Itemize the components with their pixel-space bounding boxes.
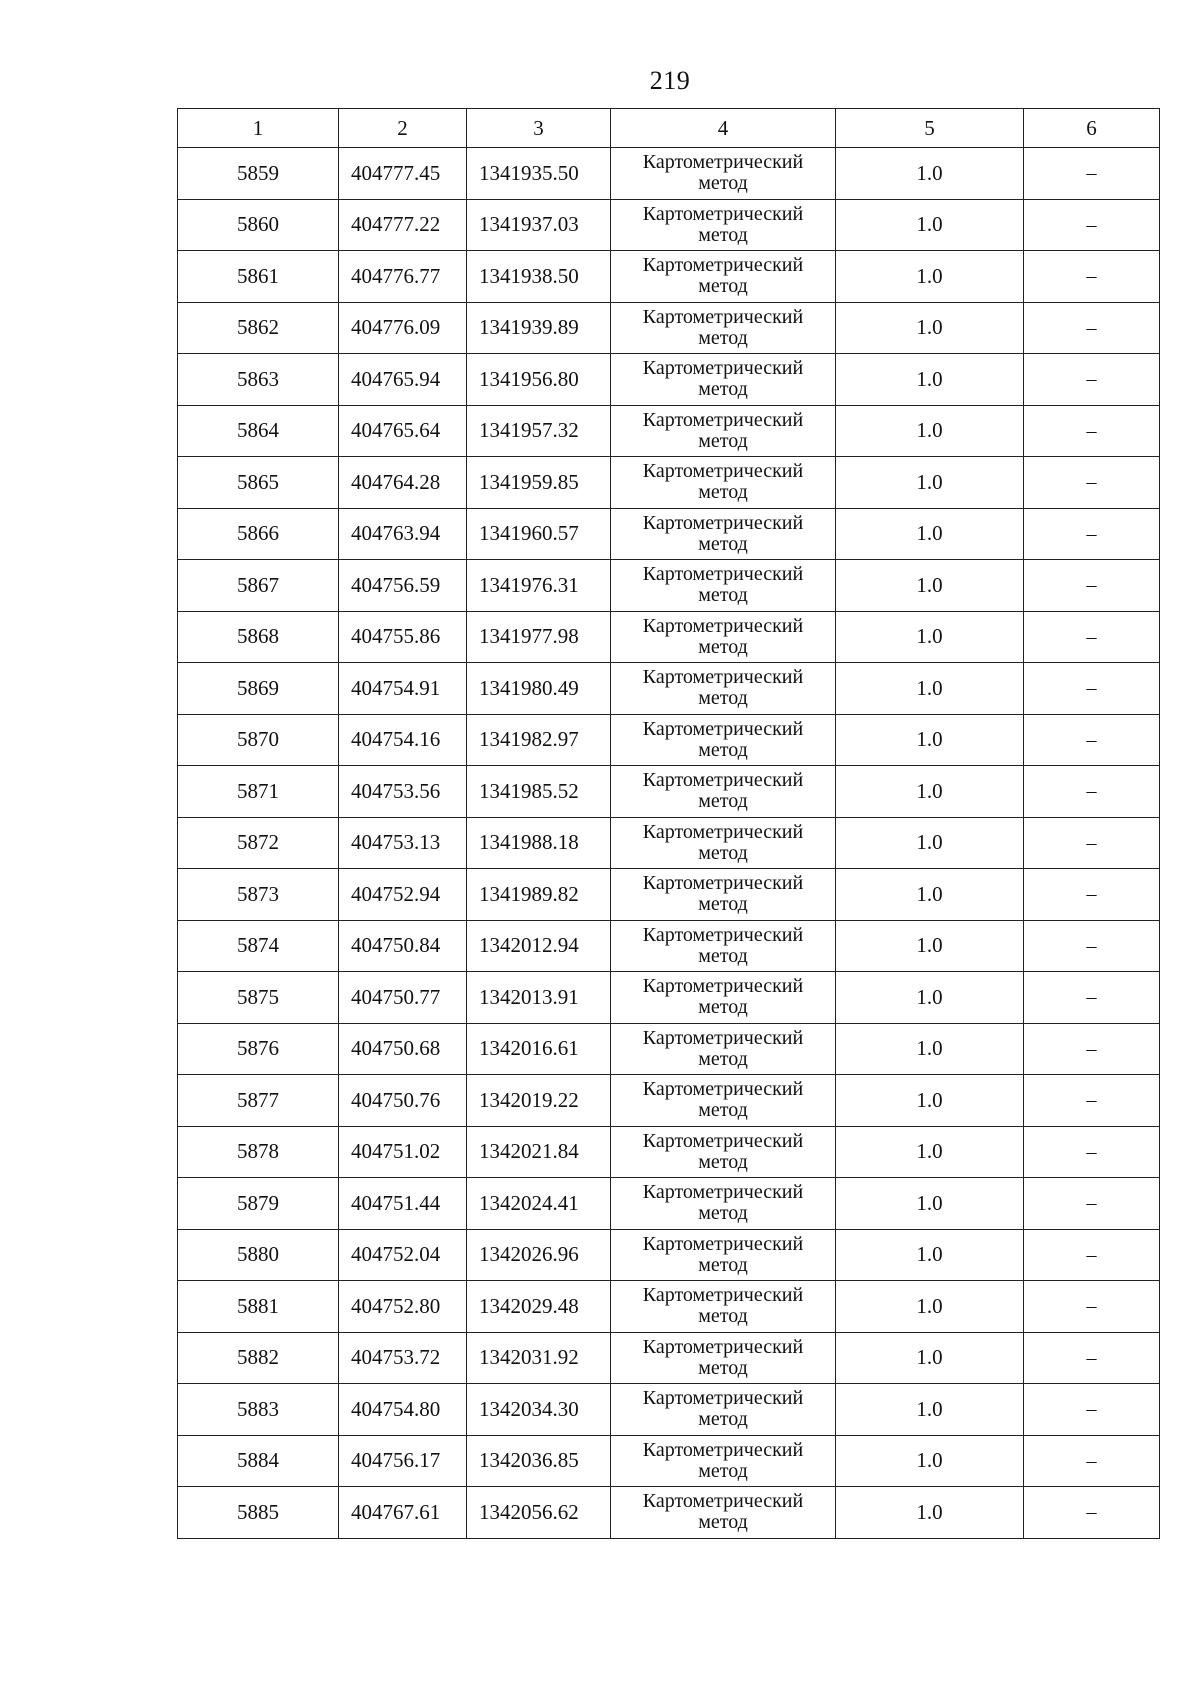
method-line-1: Картометрический bbox=[642, 923, 804, 946]
method-line-2: метод bbox=[698, 893, 748, 916]
column-header: 2 bbox=[339, 109, 467, 148]
method-cell bbox=[611, 920, 836, 972]
table-row bbox=[178, 148, 1160, 200]
x-coordinate-cell: 404750.68 bbox=[339, 1023, 467, 1075]
y-coordinate-cell: 1342019.22 bbox=[467, 1075, 611, 1127]
y-coordinate-cell: 1341959.85 bbox=[467, 457, 611, 509]
note-cell: – bbox=[1024, 1384, 1160, 1436]
point-number-cell: 5874 bbox=[178, 920, 339, 972]
method-cell bbox=[611, 1281, 836, 1333]
y-coordinate-cell: 1342056.62 bbox=[467, 1487, 611, 1539]
accuracy-cell: 1.0 bbox=[836, 457, 1024, 509]
accuracy-cell: 1.0 bbox=[836, 1487, 1024, 1539]
table-row bbox=[178, 1023, 1160, 1075]
method-line-1: Картометрический bbox=[642, 769, 804, 792]
point-number-cell: 5863 bbox=[178, 354, 339, 406]
note-cell: – bbox=[1024, 1332, 1160, 1384]
method-line-2: метод bbox=[698, 1305, 748, 1328]
method-cell bbox=[611, 1384, 836, 1436]
method-cell bbox=[611, 199, 836, 251]
y-coordinate-cell: 1341976.31 bbox=[467, 560, 611, 612]
y-coordinate-cell: 1342024.41 bbox=[467, 1178, 611, 1230]
column-header: 5 bbox=[836, 109, 1024, 148]
note-cell: – bbox=[1024, 1023, 1160, 1075]
y-coordinate-cell: 1341980.49 bbox=[467, 663, 611, 715]
x-coordinate-cell: 404754.80 bbox=[339, 1384, 467, 1436]
method-line-1: Картометрический bbox=[642, 1490, 804, 1513]
table-body bbox=[178, 109, 1160, 1539]
x-coordinate-cell: 404750.84 bbox=[339, 920, 467, 972]
y-coordinate-cell: 1342031.92 bbox=[467, 1332, 611, 1384]
point-number-cell: 5872 bbox=[178, 817, 339, 869]
note-cell: – bbox=[1024, 251, 1160, 303]
method-line-1: Картометрический bbox=[642, 1026, 804, 1049]
point-number-cell: 5866 bbox=[178, 508, 339, 560]
method-line-2: метод bbox=[698, 1511, 748, 1534]
note-cell: – bbox=[1024, 302, 1160, 354]
table-row bbox=[178, 1178, 1160, 1230]
method-line-2: метод bbox=[698, 429, 748, 452]
method-line-1: Картометрический bbox=[642, 1078, 804, 1101]
point-number-cell: 5878 bbox=[178, 1126, 339, 1178]
x-coordinate-cell: 404776.09 bbox=[339, 302, 467, 354]
method-line-2: метод bbox=[698, 1099, 748, 1122]
accuracy-cell: 1.0 bbox=[836, 1075, 1024, 1127]
y-coordinate-cell: 1342012.94 bbox=[467, 920, 611, 972]
x-coordinate-cell: 404753.56 bbox=[339, 766, 467, 818]
note-cell: – bbox=[1024, 1487, 1160, 1539]
method-cell bbox=[611, 869, 836, 921]
x-coordinate-cell: 404752.80 bbox=[339, 1281, 467, 1333]
x-coordinate-cell: 404763.94 bbox=[339, 508, 467, 560]
coordinates-table-container bbox=[177, 108, 1159, 1539]
method-line-2: метод bbox=[698, 481, 748, 504]
table-header-row bbox=[178, 109, 1160, 148]
method-line-2: метод bbox=[698, 1408, 748, 1431]
note-cell: – bbox=[1024, 869, 1160, 921]
x-coordinate-cell: 404754.91 bbox=[339, 663, 467, 715]
method-line-1: Картометрический bbox=[642, 1387, 804, 1410]
method-cell bbox=[611, 1023, 836, 1075]
y-coordinate-cell: 1341988.18 bbox=[467, 817, 611, 869]
accuracy-cell: 1.0 bbox=[836, 560, 1024, 612]
note-cell: – bbox=[1024, 714, 1160, 766]
note-cell: – bbox=[1024, 1281, 1160, 1333]
method-cell bbox=[611, 148, 836, 200]
accuracy-cell: 1.0 bbox=[836, 405, 1024, 457]
point-number-cell: 5868 bbox=[178, 611, 339, 663]
y-coordinate-cell: 1341960.57 bbox=[467, 508, 611, 560]
table-row bbox=[178, 1487, 1160, 1539]
table-row bbox=[178, 1384, 1160, 1436]
point-number-cell: 5884 bbox=[178, 1435, 339, 1487]
table-row bbox=[178, 714, 1160, 766]
table-row bbox=[178, 405, 1160, 457]
note-cell: – bbox=[1024, 1126, 1160, 1178]
method-line-1: Картометрический bbox=[642, 614, 804, 637]
table-row bbox=[178, 1075, 1160, 1127]
x-coordinate-cell: 404751.02 bbox=[339, 1126, 467, 1178]
x-coordinate-cell: 404764.28 bbox=[339, 457, 467, 509]
method-line-1: Картометрический bbox=[642, 563, 804, 586]
x-coordinate-cell: 404750.76 bbox=[339, 1075, 467, 1127]
y-coordinate-cell: 1341938.50 bbox=[467, 251, 611, 303]
method-cell bbox=[611, 405, 836, 457]
accuracy-cell: 1.0 bbox=[836, 199, 1024, 251]
x-coordinate-cell: 404755.86 bbox=[339, 611, 467, 663]
point-number-cell: 5860 bbox=[178, 199, 339, 251]
y-coordinate-cell: 1342036.85 bbox=[467, 1435, 611, 1487]
point-number-cell: 5870 bbox=[178, 714, 339, 766]
note-cell: – bbox=[1024, 508, 1160, 560]
method-line-2: метод bbox=[698, 1150, 748, 1173]
column-header: 3 bbox=[467, 109, 611, 148]
point-number-cell: 5861 bbox=[178, 251, 339, 303]
y-coordinate-cell: 1341957.32 bbox=[467, 405, 611, 457]
accuracy-cell: 1.0 bbox=[836, 1126, 1024, 1178]
point-number-cell: 5880 bbox=[178, 1229, 339, 1281]
method-line-1: Картометрический bbox=[642, 1181, 804, 1204]
y-coordinate-cell: 1341939.89 bbox=[467, 302, 611, 354]
accuracy-cell: 1.0 bbox=[836, 1178, 1024, 1230]
y-coordinate-cell: 1341935.50 bbox=[467, 148, 611, 200]
method-cell bbox=[611, 817, 836, 869]
method-line-1: Картометрический bbox=[642, 1284, 804, 1307]
table-row bbox=[178, 920, 1160, 972]
x-coordinate-cell: 404767.61 bbox=[339, 1487, 467, 1539]
method-cell bbox=[611, 354, 836, 406]
coordinates-table bbox=[177, 108, 1160, 1539]
table-row bbox=[178, 508, 1160, 560]
point-number-cell: 5864 bbox=[178, 405, 339, 457]
method-cell bbox=[611, 1126, 836, 1178]
method-line-1: Картометрический bbox=[642, 202, 804, 225]
method-cell bbox=[611, 1332, 836, 1384]
table-row bbox=[178, 1435, 1160, 1487]
method-line-1: Картометрический bbox=[642, 151, 804, 174]
accuracy-cell: 1.0 bbox=[836, 354, 1024, 406]
y-coordinate-cell: 1342029.48 bbox=[467, 1281, 611, 1333]
note-cell: – bbox=[1024, 920, 1160, 972]
x-coordinate-cell: 404754.16 bbox=[339, 714, 467, 766]
accuracy-cell: 1.0 bbox=[836, 1281, 1024, 1333]
method-cell bbox=[611, 1178, 836, 1230]
x-coordinate-cell: 404777.45 bbox=[339, 148, 467, 200]
table-row bbox=[178, 560, 1160, 612]
note-cell: – bbox=[1024, 817, 1160, 869]
method-line-1: Картометрический bbox=[642, 717, 804, 740]
method-line-1: Картометрический bbox=[642, 1232, 804, 1255]
note-cell: – bbox=[1024, 405, 1160, 457]
method-line-1: Картометрический bbox=[642, 1438, 804, 1461]
method-line-1: Картометрический bbox=[642, 872, 804, 895]
x-coordinate-cell: 404756.17 bbox=[339, 1435, 467, 1487]
accuracy-cell: 1.0 bbox=[836, 663, 1024, 715]
point-number-cell: 5869 bbox=[178, 663, 339, 715]
method-line-2: метод bbox=[698, 223, 748, 246]
y-coordinate-cell: 1342026.96 bbox=[467, 1229, 611, 1281]
method-line-2: метод bbox=[698, 326, 748, 349]
method-cell bbox=[611, 457, 836, 509]
note-cell: – bbox=[1024, 766, 1160, 818]
point-number-cell: 5873 bbox=[178, 869, 339, 921]
method-line-2: метод bbox=[698, 944, 748, 967]
table-row bbox=[178, 817, 1160, 869]
column-header: 1 bbox=[178, 109, 339, 148]
point-number-cell: 5881 bbox=[178, 1281, 339, 1333]
method-line-2: метод bbox=[698, 584, 748, 607]
x-coordinate-cell: 404753.72 bbox=[339, 1332, 467, 1384]
accuracy-cell: 1.0 bbox=[836, 817, 1024, 869]
table-row bbox=[178, 869, 1160, 921]
method-line-1: Картометрический bbox=[642, 1335, 804, 1358]
table-row bbox=[178, 766, 1160, 818]
table-row bbox=[178, 302, 1160, 354]
method-line-2: метод bbox=[698, 996, 748, 1019]
x-coordinate-cell: 404765.64 bbox=[339, 405, 467, 457]
method-line-1: Картометрический bbox=[642, 975, 804, 998]
note-cell: – bbox=[1024, 199, 1160, 251]
method-line-1: Картометрический bbox=[642, 666, 804, 689]
method-cell bbox=[611, 972, 836, 1024]
y-coordinate-cell: 1341985.52 bbox=[467, 766, 611, 818]
note-cell: – bbox=[1024, 972, 1160, 1024]
point-number-cell: 5876 bbox=[178, 1023, 339, 1075]
method-line-1: Картометрический bbox=[642, 305, 804, 328]
accuracy-cell: 1.0 bbox=[836, 869, 1024, 921]
point-number-cell: 5883 bbox=[178, 1384, 339, 1436]
note-cell: – bbox=[1024, 1075, 1160, 1127]
method-line-2: метод bbox=[698, 1202, 748, 1225]
note-cell: – bbox=[1024, 148, 1160, 200]
note-cell: – bbox=[1024, 457, 1160, 509]
method-line-1: Картометрический bbox=[642, 408, 804, 431]
accuracy-cell: 1.0 bbox=[836, 148, 1024, 200]
x-coordinate-cell: 404751.44 bbox=[339, 1178, 467, 1230]
method-line-1: Картометрический bbox=[642, 820, 804, 843]
accuracy-cell: 1.0 bbox=[836, 972, 1024, 1024]
column-header: 6 bbox=[1024, 109, 1160, 148]
method-line-1: Картометрический bbox=[642, 511, 804, 534]
accuracy-cell: 1.0 bbox=[836, 1384, 1024, 1436]
table-row bbox=[178, 1281, 1160, 1333]
note-cell: – bbox=[1024, 1229, 1160, 1281]
accuracy-cell: 1.0 bbox=[836, 1435, 1024, 1487]
method-line-2: метод bbox=[698, 687, 748, 710]
table-row bbox=[178, 457, 1160, 509]
point-number-cell: 5877 bbox=[178, 1075, 339, 1127]
point-number-cell: 5859 bbox=[178, 148, 339, 200]
note-cell: – bbox=[1024, 1178, 1160, 1230]
method-cell bbox=[611, 302, 836, 354]
method-line-2: метод bbox=[698, 1253, 748, 1276]
method-line-2: метод bbox=[698, 738, 748, 761]
y-coordinate-cell: 1341982.97 bbox=[467, 714, 611, 766]
y-coordinate-cell: 1342034.30 bbox=[467, 1384, 611, 1436]
accuracy-cell: 1.0 bbox=[836, 302, 1024, 354]
method-line-1: Картометрический bbox=[642, 254, 804, 277]
x-coordinate-cell: 404765.94 bbox=[339, 354, 467, 406]
method-line-1: Картометрический bbox=[642, 460, 804, 483]
method-cell bbox=[611, 1487, 836, 1539]
y-coordinate-cell: 1341956.80 bbox=[467, 354, 611, 406]
method-line-2: метод bbox=[698, 635, 748, 658]
method-cell bbox=[611, 714, 836, 766]
point-number-cell: 5867 bbox=[178, 560, 339, 612]
method-line-2: метод bbox=[698, 378, 748, 401]
method-line-2: метод bbox=[698, 790, 748, 813]
accuracy-cell: 1.0 bbox=[836, 1023, 1024, 1075]
x-coordinate-cell: 404752.94 bbox=[339, 869, 467, 921]
y-coordinate-cell: 1341977.98 bbox=[467, 611, 611, 663]
table-row bbox=[178, 611, 1160, 663]
point-number-cell: 5865 bbox=[178, 457, 339, 509]
x-coordinate-cell: 404753.13 bbox=[339, 817, 467, 869]
method-line-2: метод bbox=[698, 1356, 748, 1379]
y-coordinate-cell: 1341937.03 bbox=[467, 199, 611, 251]
x-coordinate-cell: 404777.22 bbox=[339, 199, 467, 251]
accuracy-cell: 1.0 bbox=[836, 508, 1024, 560]
point-number-cell: 5879 bbox=[178, 1178, 339, 1230]
note-cell: – bbox=[1024, 560, 1160, 612]
x-coordinate-cell: 404776.77 bbox=[339, 251, 467, 303]
note-cell: – bbox=[1024, 1435, 1160, 1487]
method-line-1: Картометрический bbox=[642, 357, 804, 380]
method-cell bbox=[611, 251, 836, 303]
table-row bbox=[178, 972, 1160, 1024]
accuracy-cell: 1.0 bbox=[836, 251, 1024, 303]
method-cell bbox=[611, 1229, 836, 1281]
y-coordinate-cell: 1342016.61 bbox=[467, 1023, 611, 1075]
y-coordinate-cell: 1341989.82 bbox=[467, 869, 611, 921]
y-coordinate-cell: 1342013.91 bbox=[467, 972, 611, 1024]
table-row bbox=[178, 251, 1160, 303]
method-cell bbox=[611, 766, 836, 818]
accuracy-cell: 1.0 bbox=[836, 766, 1024, 818]
point-number-cell: 5885 bbox=[178, 1487, 339, 1539]
x-coordinate-cell: 404752.04 bbox=[339, 1229, 467, 1281]
method-line-2: метод bbox=[698, 841, 748, 864]
table-row bbox=[178, 354, 1160, 406]
table-row bbox=[178, 1229, 1160, 1281]
point-number-cell: 5862 bbox=[178, 302, 339, 354]
point-number-cell: 5882 bbox=[178, 1332, 339, 1384]
table-row bbox=[178, 1126, 1160, 1178]
method-cell bbox=[611, 611, 836, 663]
method-line-1: Картометрический bbox=[642, 1129, 804, 1152]
page-number: 219 bbox=[649, 66, 691, 95]
note-cell: – bbox=[1024, 611, 1160, 663]
method-line-2: метод bbox=[698, 275, 748, 298]
point-number-cell: 5871 bbox=[178, 766, 339, 818]
accuracy-cell: 1.0 bbox=[836, 1332, 1024, 1384]
method-cell bbox=[611, 560, 836, 612]
method-line-2: метод bbox=[698, 172, 748, 195]
accuracy-cell: 1.0 bbox=[836, 611, 1024, 663]
method-cell bbox=[611, 1075, 836, 1127]
method-line-2: метод bbox=[698, 1459, 748, 1482]
table-row bbox=[178, 199, 1160, 251]
method-cell bbox=[611, 508, 836, 560]
method-line-2: метод bbox=[698, 1047, 748, 1070]
accuracy-cell: 1.0 bbox=[836, 1229, 1024, 1281]
method-cell bbox=[611, 663, 836, 715]
method-line-2: метод bbox=[698, 532, 748, 555]
point-number-cell: 5875 bbox=[178, 972, 339, 1024]
note-cell: – bbox=[1024, 663, 1160, 715]
table-row bbox=[178, 1332, 1160, 1384]
y-coordinate-cell: 1342021.84 bbox=[467, 1126, 611, 1178]
accuracy-cell: 1.0 bbox=[836, 714, 1024, 766]
x-coordinate-cell: 404750.77 bbox=[339, 972, 467, 1024]
x-coordinate-cell: 404756.59 bbox=[339, 560, 467, 612]
column-header: 4 bbox=[611, 109, 836, 148]
accuracy-cell: 1.0 bbox=[836, 920, 1024, 972]
method-cell bbox=[611, 1435, 836, 1487]
table-row bbox=[178, 663, 1160, 715]
note-cell: – bbox=[1024, 354, 1160, 406]
